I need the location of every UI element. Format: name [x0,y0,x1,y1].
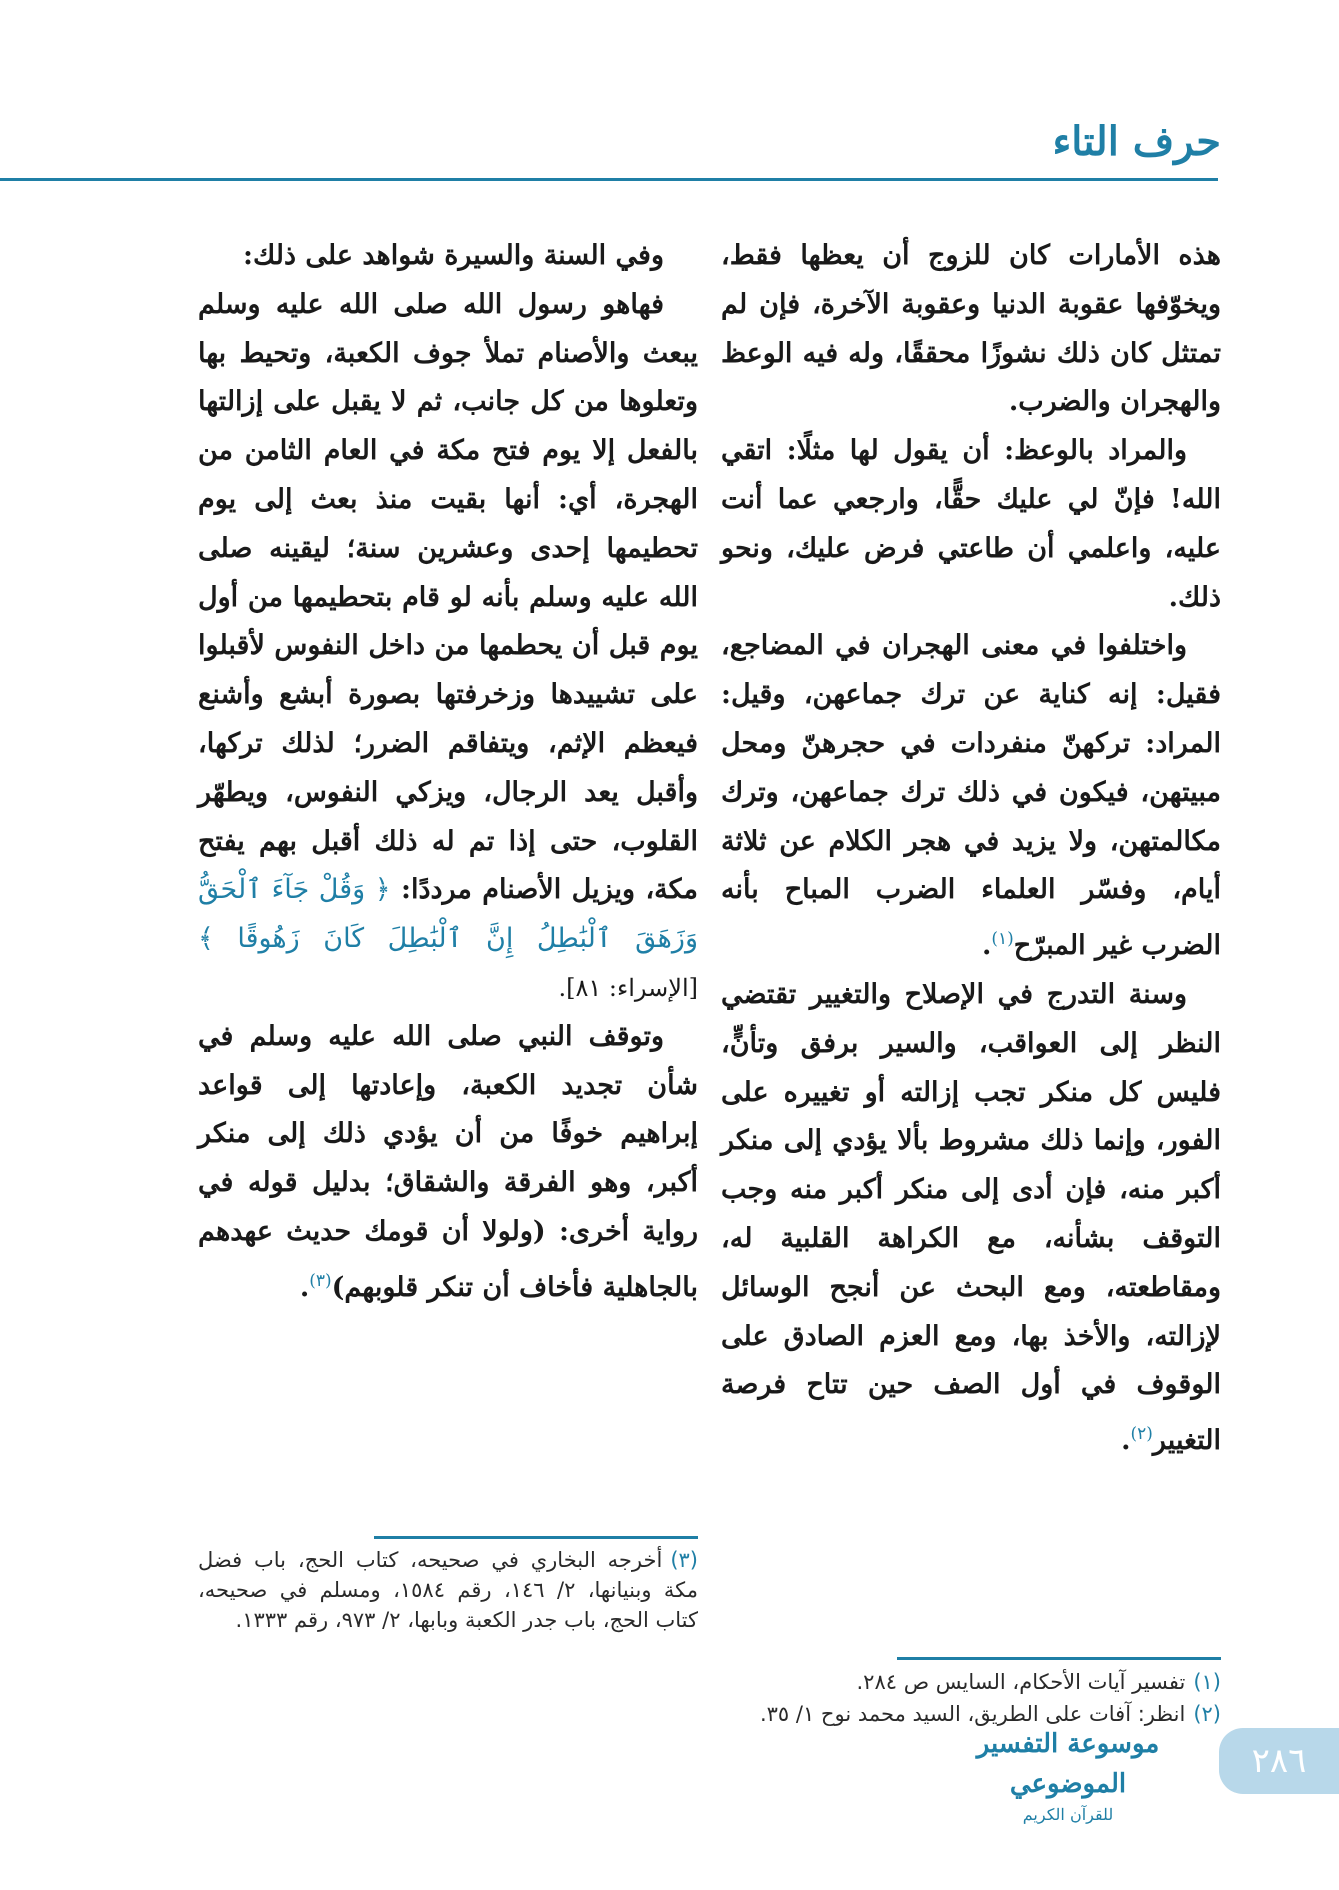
paragraph [198,1013,698,1313]
footnote-marker[interactable]: (٣) [309,1270,332,1291]
encyclopedia-logo [928,1724,1208,1824]
period: . [1121,1425,1131,1457]
footnote-number: (٣) [670,1548,698,1572]
paragraph [721,232,1221,427]
footnote [198,1545,698,1635]
period: . [299,1271,310,1303]
paragraph-text: واختلفوا في معنى الهجران في المضاجع، فقيل: إنه كناية عن ترك جماعهن، وقيل: المراد: تركهنّ منفردات في حجرهنّ ومحل مبيتهن، فيكون في ذلك ترك جماعهن، وترك مكالمتهن، ولا يزيد في هجر الكلام عن ثلاثة أيام، وفسّر العلماء الضرب المباح بأنه الضرب غير المبرّح [721,630,1221,962]
footnote-text: انظر: آفات على الطريق، السيد محمد نوح ١/ ٣٥. [759,1702,1186,1726]
paragraph-text: وسنة التدرج في الإصلاح والتغيير تقتضي النظر إلى العواقب، والسير برفق وتأنٍّ، فليس كل منكر تجب إزالته أو تغييره على الفور، وإنما ذلك مشروط بألا يؤدي إلى منكر أكبر منه، فإن أدى إلى منكر أكبر منه وجب التوقف بشأنه، مع الكراهة القلبية له، ومقاطعته، ومع البحث عن أنجح الوسائل لإزالته، والأخذ بها، ومع العزم الصادق على الوقوف في أول الصف حين تتاح فرصة التغيير [721,978,1221,1457]
footnote-marker[interactable]: (١) [991,929,1014,950]
paragraph [721,427,1221,622]
footnotes-right [721,1667,1221,1731]
paragraph [198,281,698,1013]
quran-verse: ﴿ وَقُلْ جَآءَ ٱلْحَقُّ وَزَهَقَ ٱلْبَٰطِلُ إِنَّ ٱلْبَٰطِلَ كَانَ زَهُوقًا ﴾ [198,874,698,955]
footnotes-left [198,1545,698,1637]
footnote-number: (١) [1193,1670,1221,1694]
paragraph-text: وفي السنة والسيرة شواهد على ذلك: [243,240,664,271]
footnote-text: تفسير آيات الأحكام، السايس ص ٢٨٤. [856,1670,1186,1694]
footnote-divider [897,1657,1221,1660]
footnote-text: أخرجه البخاري في صحيحه، كتاب الحج، باب فضل مكة وبنيانها، ٢/ ١٤٦، رقم ١٥٨٤، ومسلم في صحيحه، كتاب الحج، باب جدر الكعبة وبابها، ٢/ ٩٧٣، رقم ١٣٣٣. [198,1548,698,1632]
paragraph [198,232,698,281]
paragraph [721,971,1221,1466]
footnote-marker[interactable]: (٢) [1130,1424,1153,1445]
period: . [981,930,992,962]
page-number: ٢٨٦ [1219,1728,1339,1794]
paragraph [721,622,1221,971]
brand-title: موسوعة التفسير الموضوعي [976,1729,1160,1799]
verse-citation: [الإسراء: ٨١]. [558,973,698,1002]
left-column [198,232,698,1313]
footnote-divider [374,1536,698,1539]
paragraph-text: والمراد بالوعظ: أن يقول لها مثلًا: اتقي الله! فإنّ لي عليك حقًّا، وارجعي عما أنت عليه، واعلمي أن طاعتي فرض عليك، ونحو ذلك. [721,435,1221,613]
right-column [721,232,1221,1466]
paragraph-text: وتوقف النبي صلى الله عليه وسلم في شأن تجديد الكعبة، وإعادتها إلى قواعد إبراهيم خوفًا من أن يؤدي ذلك إلى منكر أكبر، وهو الفرقة والشقاق؛ بدليل قوله في رواية أخرى: (ولولا أن قومك حديث عهدهم بالجاهلية فأخاف أن تنكر قلوبهم) [198,1020,698,1303]
chapter-title: حرف التاء [1052,118,1221,165]
brand-subtitle: للقرآن الكريم [1022,1805,1114,1824]
footnote-number: (٢) [1193,1702,1221,1726]
paragraph-text: فهاهو رسول الله صلى الله عليه وسلم يبعث والأصنام تملأ جوف الكعبة، وتحيط بها وتعلوها من كل جانب، ثم لا يقبل على إزالتها بالفعل إلا يوم فتح مكة في العام الثامن من الهجرة، أي: أنها بقيت منذ بعث إلى يوم تحطيمها إحدى وعشرين سنة؛ ليقينه صلى الله عليه وسلم بأنه لو قام بتحطيمها من أول يوم قبل أن يحطمها من داخل النفوس لأقبلوا على تشييدها وزخرفتها بصورة أبشع وأشنع فيعظم الإثم، ويتفاقم الضرر؛ لذلك تركها، وأقبل يعد الرجال، ويزكي النفوس، ويطهّر القلوب، حتى إذا تم له ذلك أقبل بهم يفتح مكة، ويزيل الأصنام مرددًا: [198,288,699,906]
header-divider [0,178,1218,181]
paragraph-text: هذه الأمارات كان للزوج أن يعظها فقط، ويخوّفها عقوبة الدنيا وعقوبة الآخرة، فإن لم تمتثل كان ذلك نشوزًا محققًا، وله فيه الوعظ والهجران والضرب. [721,240,1221,418]
footnote [721,1667,1221,1697]
